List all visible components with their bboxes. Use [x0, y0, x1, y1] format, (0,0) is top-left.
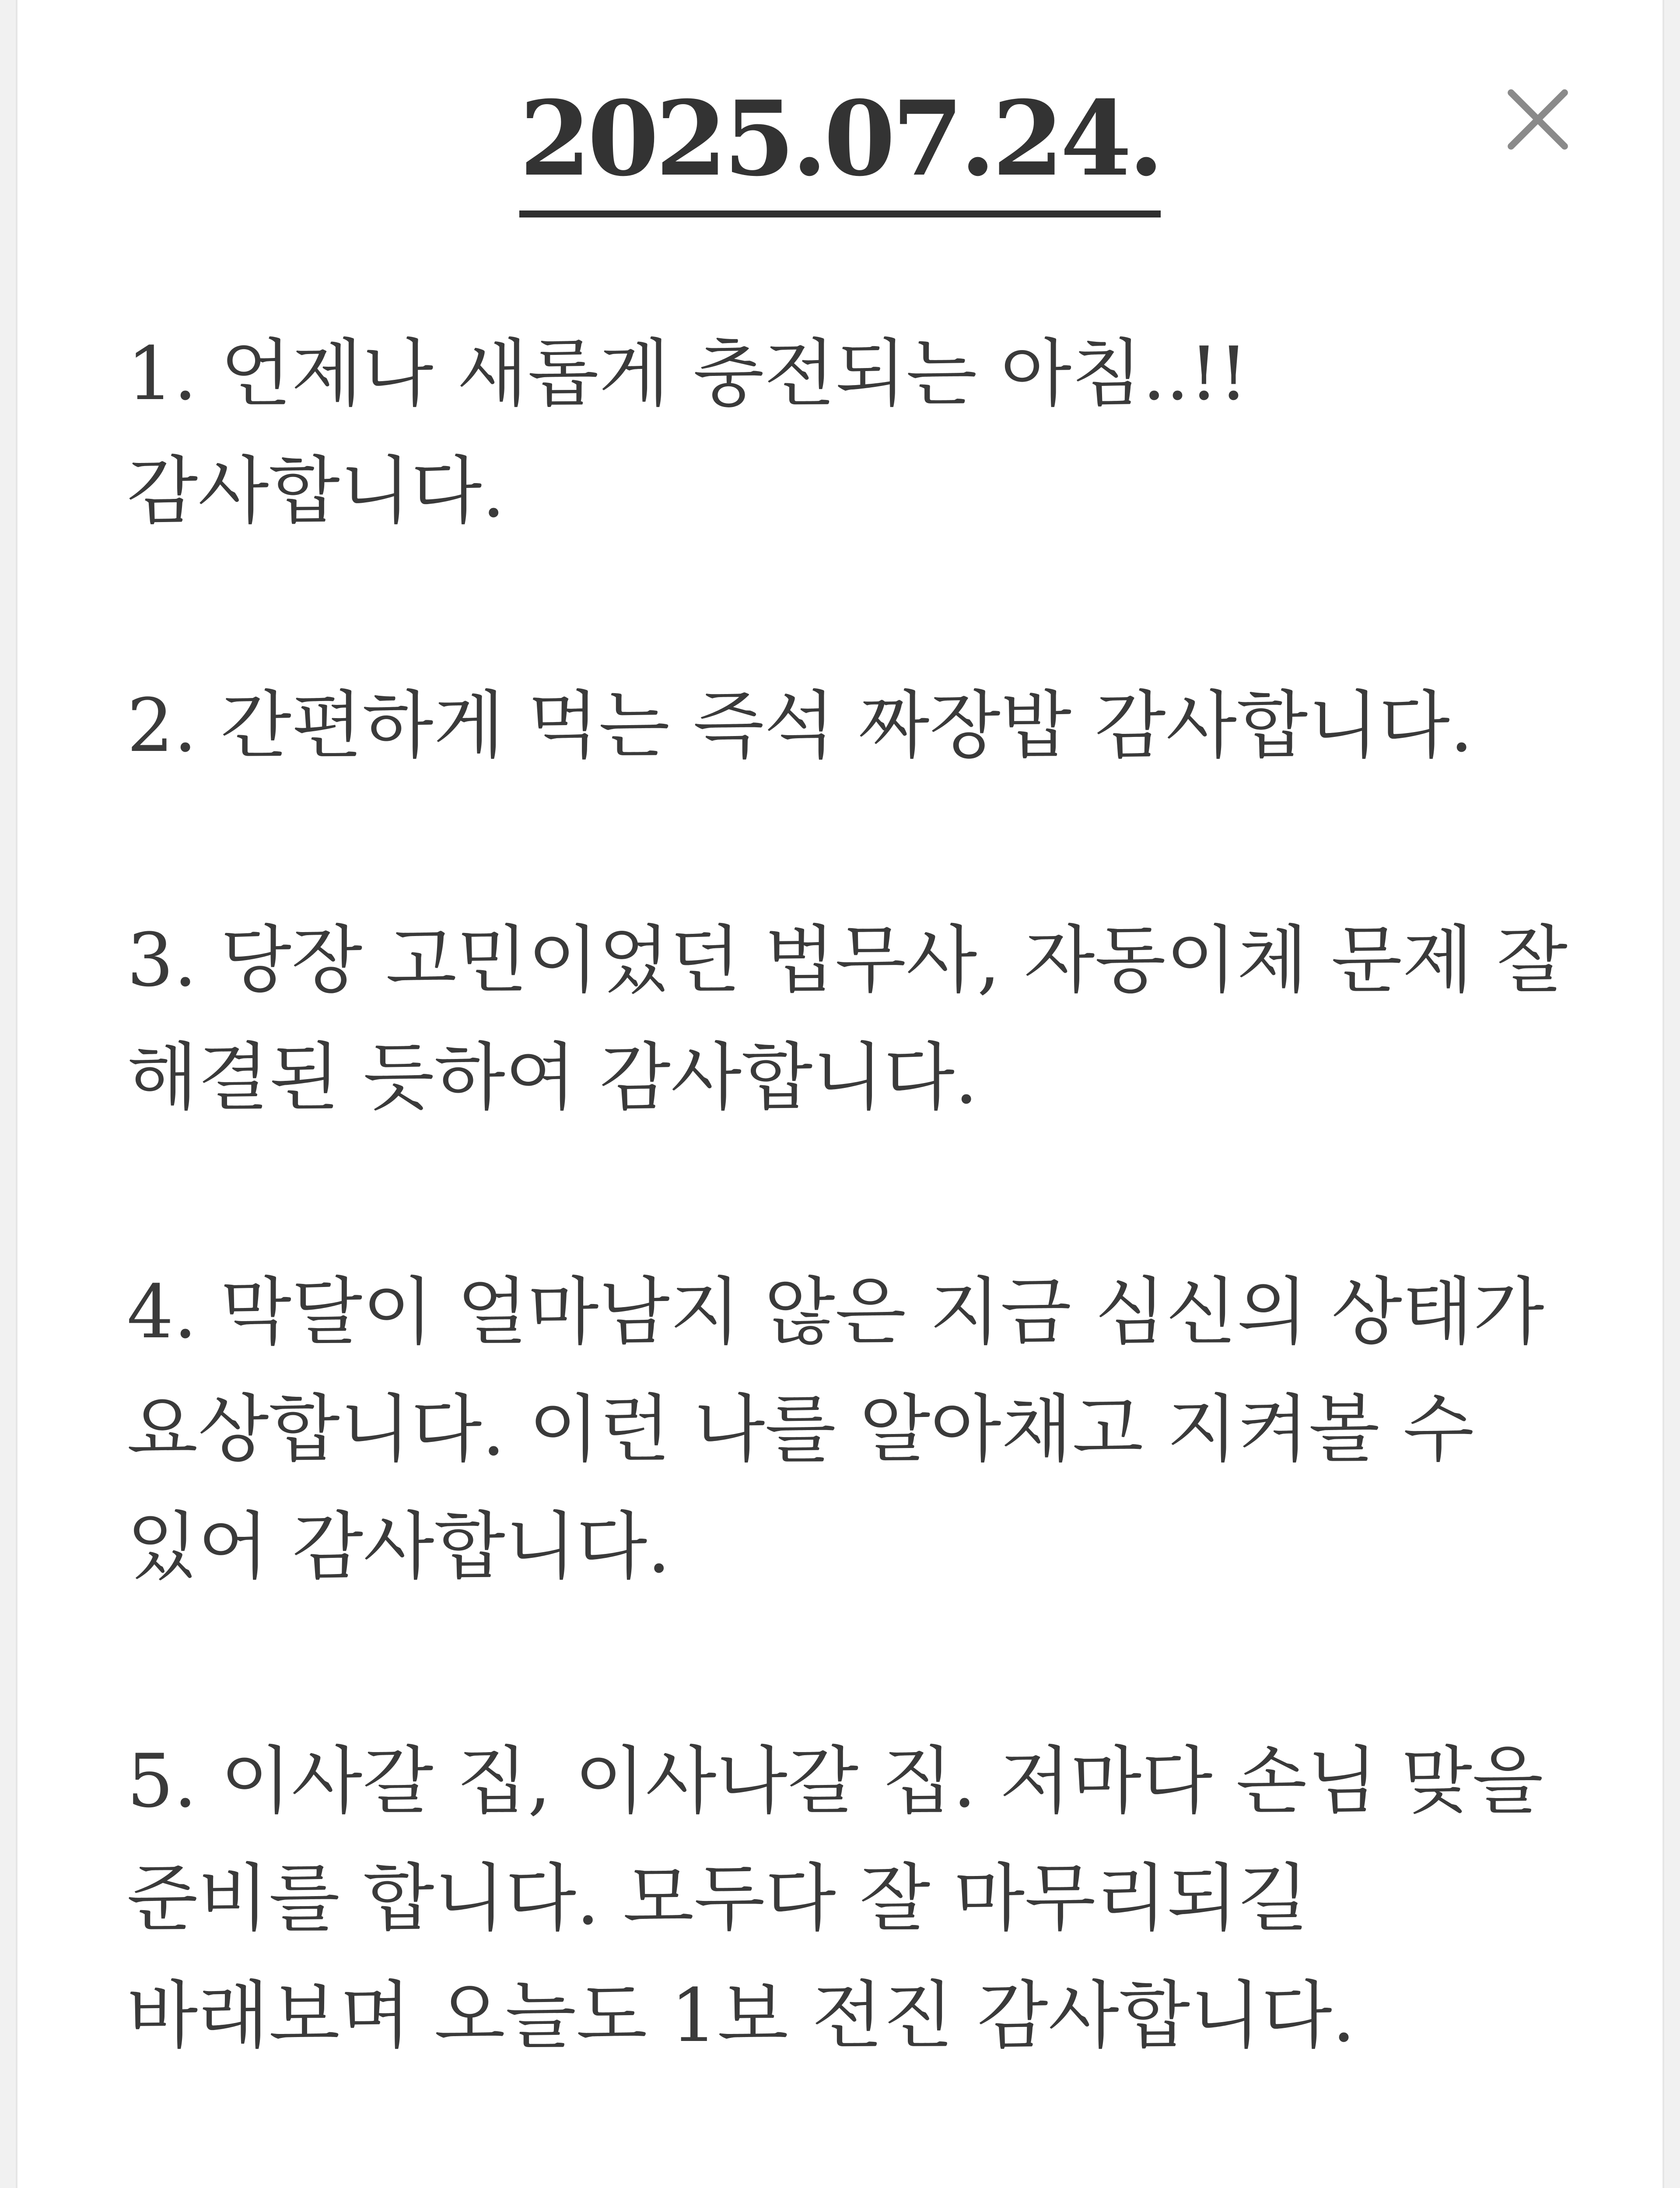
gratitude-text-area[interactable] [127, 315, 1584, 2188]
gratitude-entry-4: 4. 막달이 얼마남지 않은 지금 심신의 상태가 요상합니다. 이런 나를 알아채고 지켜볼 수 있어 감사합니다. [127, 1269, 1544, 1589]
gratitude-entry-3: 3. 당장 고민이었던 법무사, 자동이체 문제 잘 해결된 듯하여 감사합니다. [127, 917, 1568, 1120]
gratitude-entry-2: 2. 간편하게 먹는 즉석 짜장밥 감사합니다. [127, 683, 1474, 768]
close-icon [1501, 82, 1575, 157]
date-title: 2025.07.24. [519, 88, 1161, 217]
journal-sheet [16, 0, 1664, 2188]
close-button[interactable] [1501, 82, 1575, 157]
date-header [18, 78, 1662, 217]
gratitude-entry-5: 5. 이사갈 집, 이사나갈 집. 저마다 손님 맞을 준비를 합니다. 모두다 잘 마무리되길 바래보며 오늘도 1보 전진 감사합니다. [127, 1738, 1544, 2058]
gratitude-entry-1: 1. 언제나 새롭게 충전되는 아침..!! 감사합니다. [127, 331, 1249, 534]
